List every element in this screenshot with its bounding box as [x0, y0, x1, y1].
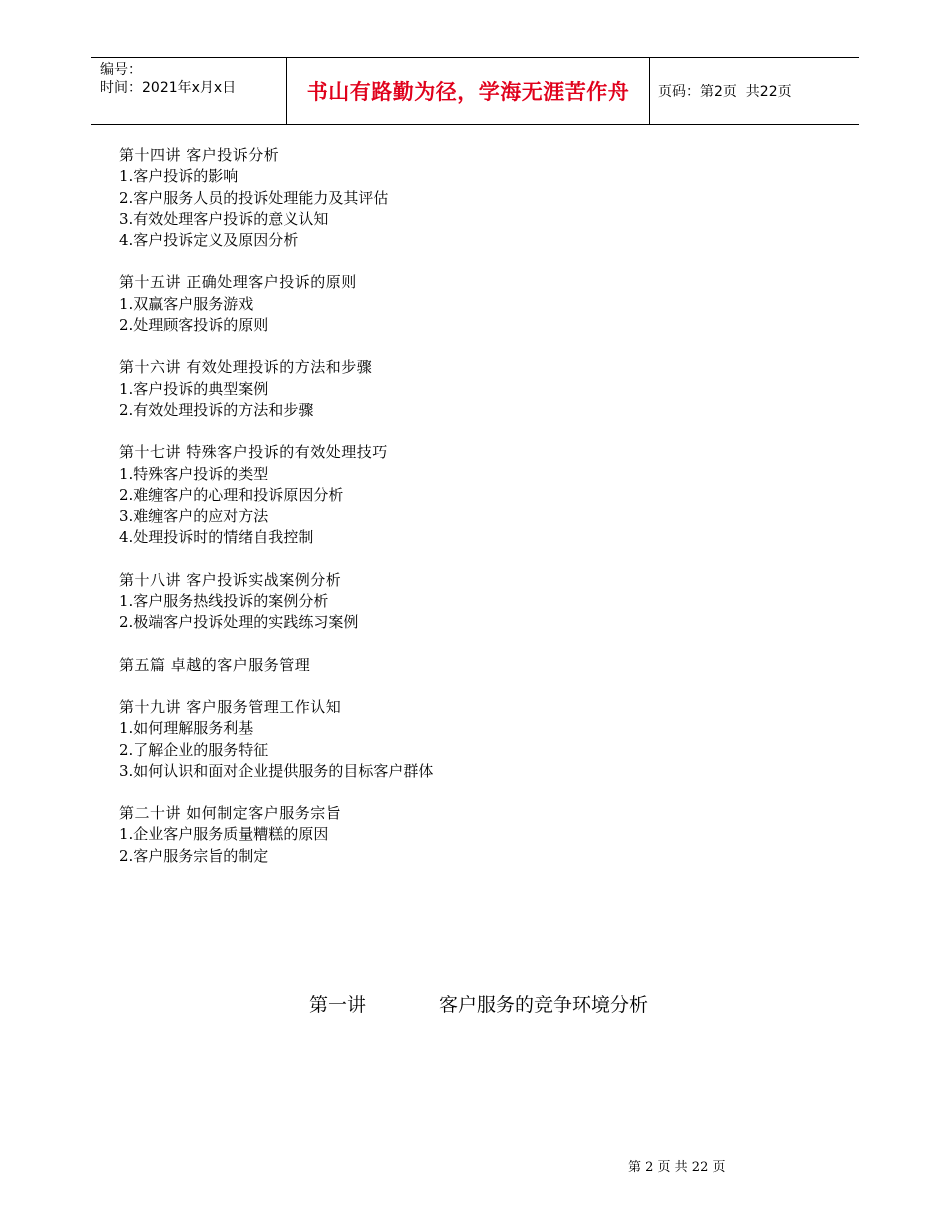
section-item: 2.难缠客户的心理和投诉原因分析: [119, 485, 344, 504]
header-motto: 书山有路勤为径，学海无涯苦作舟: [286, 58, 650, 124]
section-item: 2.处理顾客投诉的原则: [119, 316, 269, 335]
section-item: 2.客户服务人员的投诉处理能力及其评估: [119, 188, 389, 207]
section-item: 1.企业客户服务质量糟糕的原因: [119, 825, 329, 844]
time-label: 时间：2021年x月x日: [100, 80, 237, 96]
section-item: 1.客户投诉的影响: [119, 167, 239, 186]
section: [119, 442, 819, 548]
header-meta: [91, 58, 286, 124]
header-page-info: [650, 58, 859, 124]
section: [119, 145, 819, 251]
section: [119, 697, 819, 782]
page-label: 页码：第2页 共22页: [658, 84, 792, 100]
section-item: 1.双赢客户服务游戏: [119, 294, 254, 313]
section-item: 1.如何理解服务利基: [119, 719, 254, 738]
section-title: 第十五讲 正确处理客户投诉的原则: [119, 273, 357, 292]
section-item: 2.了解企业的服务特征: [119, 740, 269, 759]
lecture-heading: [309, 990, 648, 1017]
lecture-title: 客户服务的竞争环境分析: [439, 994, 649, 1016]
section: [119, 803, 819, 867]
section-title: 第十九讲 客户服务管理工作认知: [119, 697, 342, 716]
section-item: 2.极端客户投诉处理的实践练习案例: [119, 613, 359, 632]
section-item: 2.有效处理投诉的方法和步骤: [119, 400, 314, 419]
document-body: [119, 145, 819, 888]
section: [119, 272, 819, 336]
section-item: 3.如何认识和面对企业提供服务的目标客户群体: [119, 761, 434, 780]
section-title: 第五篇 卓越的客户服务管理: [119, 655, 311, 674]
section: [119, 570, 819, 634]
section-item: 3.有效处理客户投诉的意义认知: [119, 209, 329, 228]
section-item: 4.处理投诉时的情绪自我控制: [119, 528, 314, 547]
section-title: 第二十讲 如何制定客户服务宗旨: [119, 804, 342, 823]
section-item: 1.客户投诉的典型案例: [119, 379, 269, 398]
section-item: 1.特殊客户投诉的类型: [119, 464, 269, 483]
section-title: 第十七讲 特殊客户投诉的有效处理技巧: [119, 443, 388, 462]
section: [119, 655, 819, 676]
section: [119, 357, 819, 421]
section-item: 1.客户服务热线投诉的案例分析: [119, 592, 329, 611]
section-item: 2.客户服务宗旨的制定: [119, 846, 269, 865]
page-header: [91, 57, 859, 125]
section-item: 3.难缠客户的应对方法: [119, 507, 269, 526]
section-title: 第十六讲 有效处理投诉的方法和步骤: [119, 358, 373, 377]
lecture-number: 第一讲: [309, 994, 367, 1016]
number-label: 编号：: [100, 62, 142, 78]
page-footer: 第 2 页 共 22 页: [628, 1160, 726, 1175]
section-item: 4.客户投诉定义及原因分析: [119, 231, 299, 250]
section-title: 第十八讲 客户投诉实战案例分析: [119, 570, 342, 589]
section-title: 第十四讲 客户投诉分析: [119, 146, 280, 164]
